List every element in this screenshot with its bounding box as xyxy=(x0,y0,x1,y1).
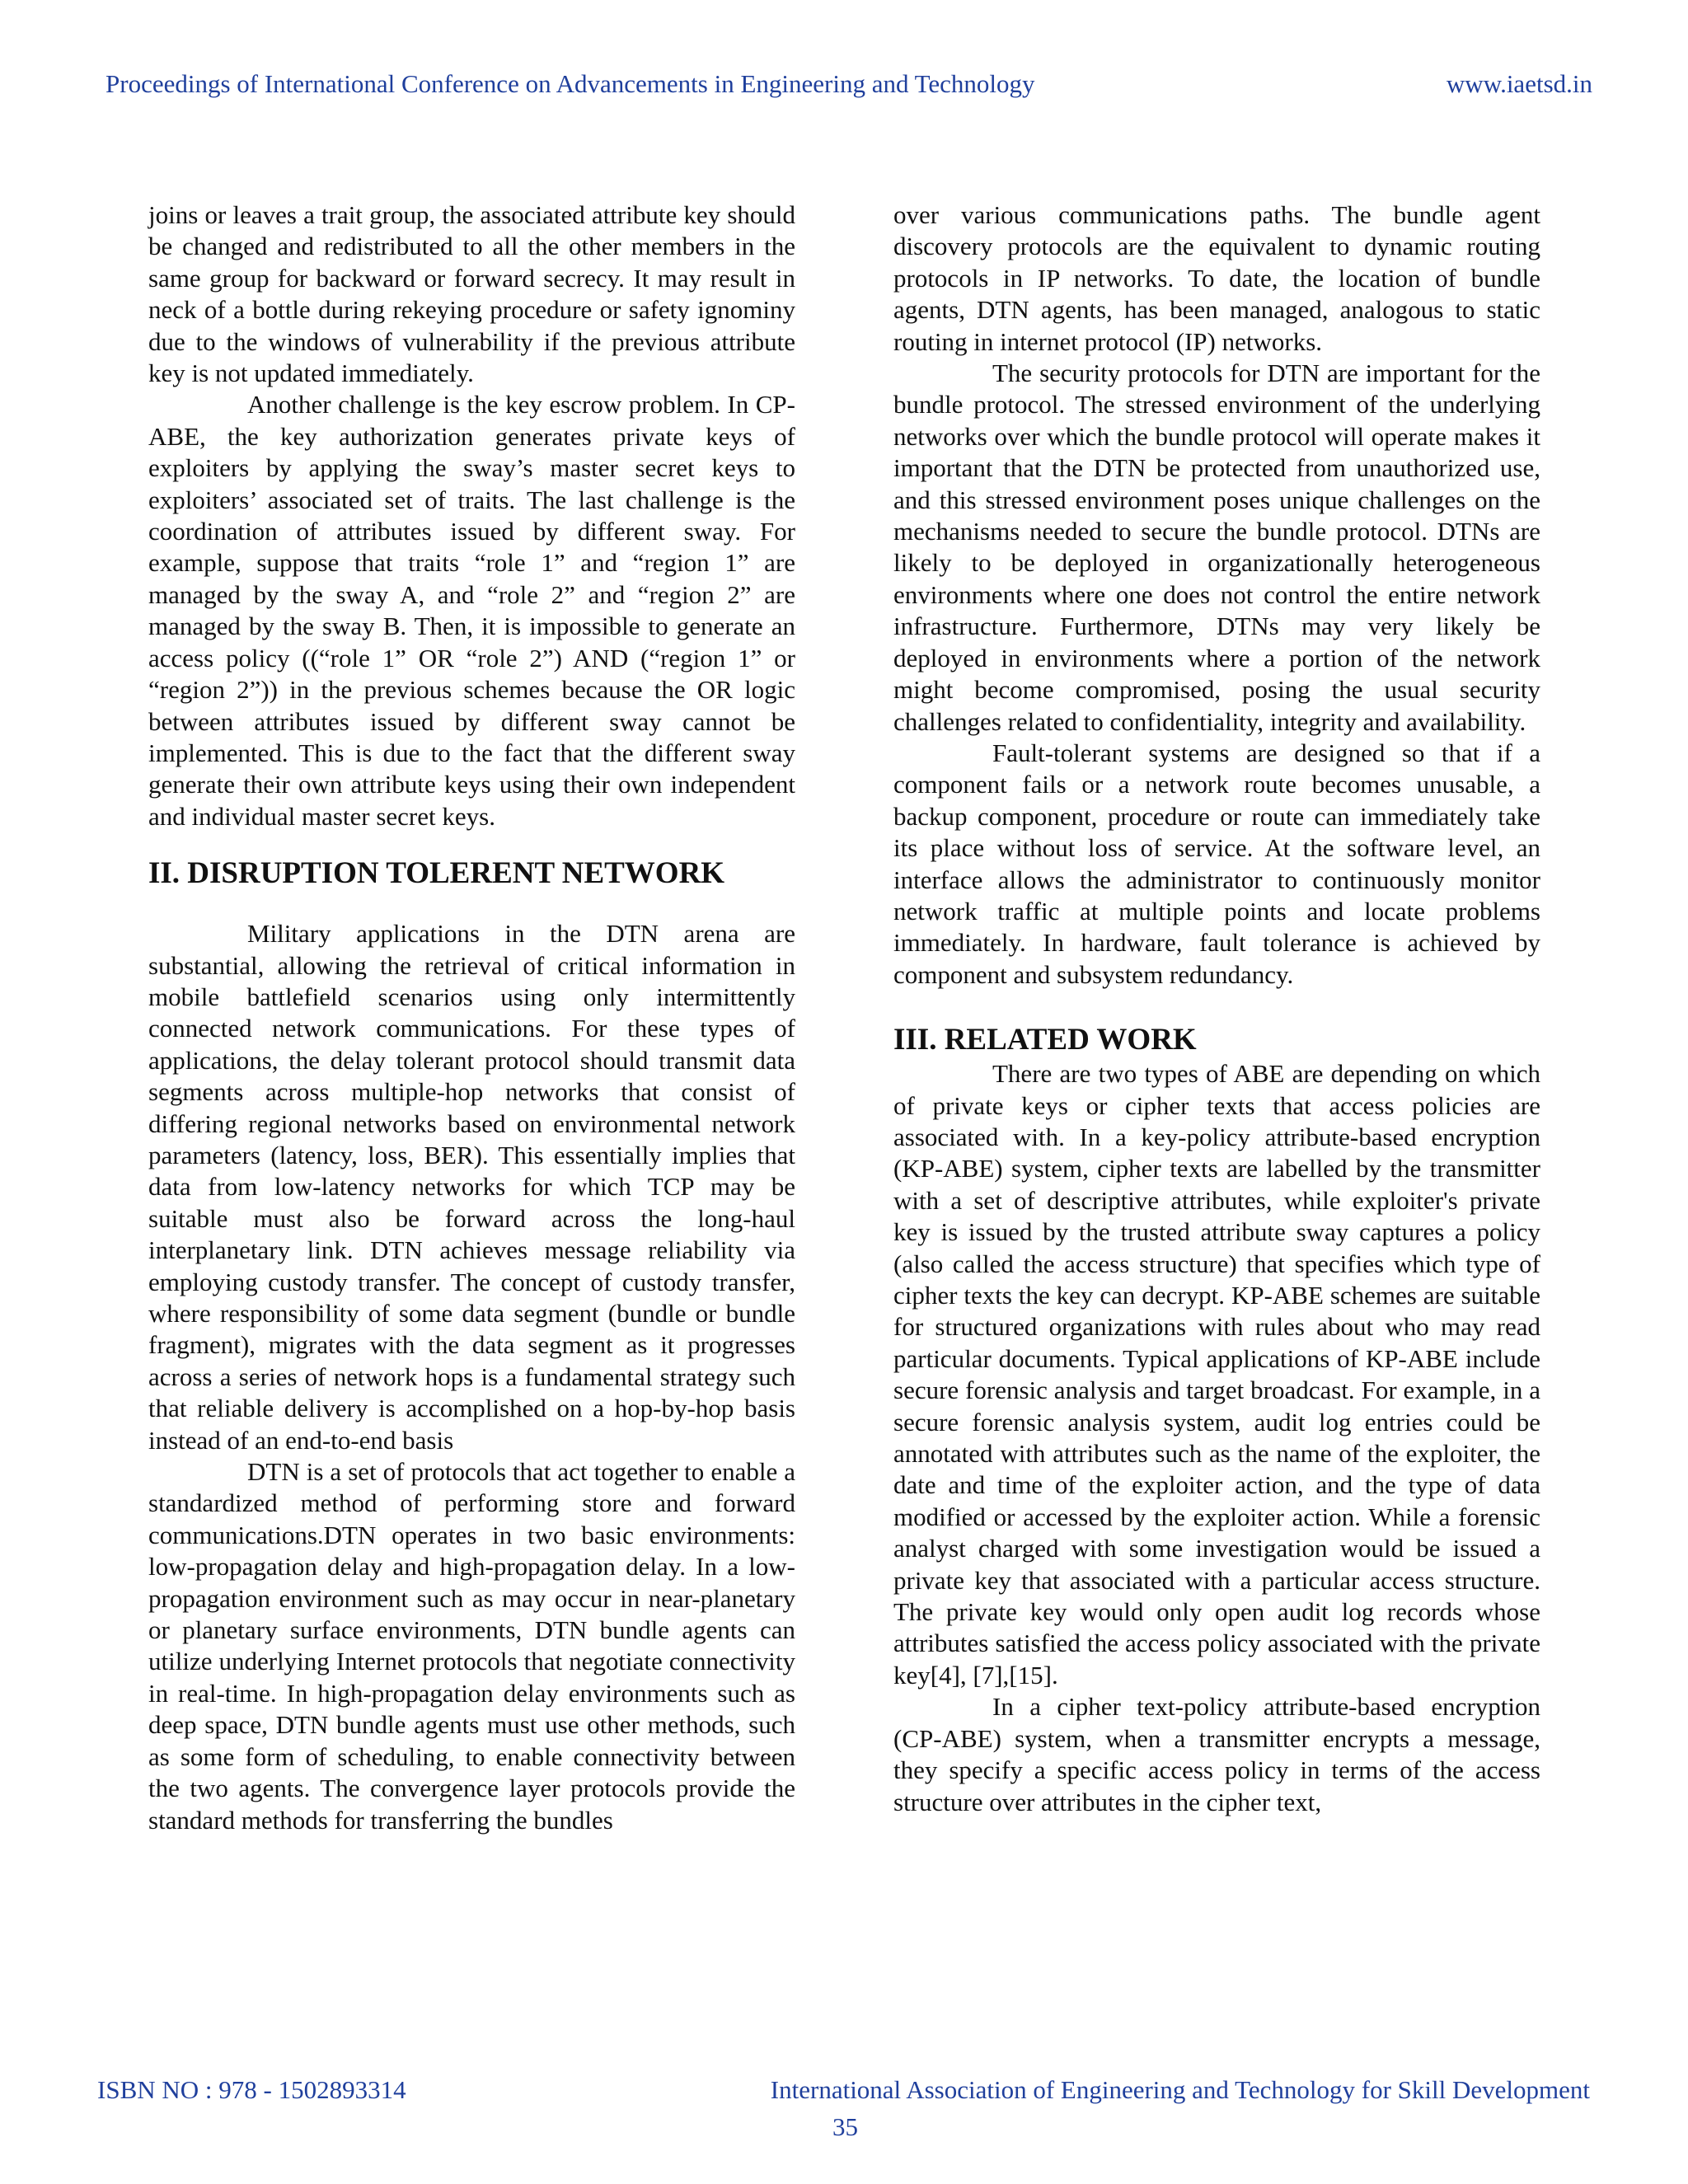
paragraph: joins or leaves a trait group, the associated attribute key should be changed and redistributed to all the other members in the same group for backward or forward secrecy. It may result in neck of a bottle during rekeying procedure or safety ignominy due to the windows of vulnerability if the previous attribute key is not updated immediately. xyxy=(148,200,795,388)
paragraph: In a cipher text-policy attribute-based encryption (CP-ABE) system, when a transmitter encrypts a message, they specify a specific access policy in terms of the access structure over attributes in the cipher text, xyxy=(893,1692,1540,1816)
page-number: 35 xyxy=(832,2112,858,2141)
paragraph: over various communications paths. The bundle agent discovery protocols are the equivalent to dynamic routing protocols in IP networks. To date, the location of bundle agents, DTN agents, has been managed, analogous to static routing in internet protocol (IP) networks. xyxy=(893,200,1540,356)
running-header-url: www.iaetsd.in xyxy=(1446,69,1592,98)
paragraph: There are two types of ABE are depending on which of private keys or cipher texts that access policies are associated with. In a key-policy attribute-based encryption (KP-ABE) system, cipher texts are labelled by the transmitter with a set of descriptive attributes, while exploiter's private key is issued by the trusted attribute sway captures a policy (also called the access structure) that specifies which type of cipher texts the key can decrypt. KP-ABE schemes are suitable for structured organizations with rules about who may read particular documents. Typical applications of KP-ABE include secure forensic analysis and target broadcast. For example, in a secure forensic analysis system, audit log entries could be annotated with attributes such as the name of the exploiter, the date and time of the exploiter action, and the type of data modified or accessed by the exploiter action. While a forensic analyst charged with some investigation would be issued a private key that associated with a particular access structure. The private key would only open audit log records whose attributes satisfied the access policy associated with the private key[4], [7],[15]. xyxy=(893,1059,1540,1690)
paragraph: Military applications in the DTN arena are substantial, allowing the retrieval of critical information in mobile battlefield scenarios using only intermittently connected network communications. For these types of applications, the delay tolerant protocol should transmit data segments across multiple-hop networks that consist of differing regional networks based on environmental network parameters (latency, loss, BER). This essentially implies that data from low-latency networks for which TCP may be suitable must also be forward across the long-haul interplanetary link. DTN achieves message reliability via employing custody transfer. The concept of custody transfer, where responsibility of some data segment (bundle or bundle fragment), migrates with the data segment as it progresses across a series of network hops is a fundamental strategy such that reliable delivery is accomplished on a hop-by-hop basis instead of an end-to-end basis xyxy=(148,919,795,1455)
section-heading: III. RELATED WORK xyxy=(893,1023,1197,1057)
footer-organization: International Association of Engineering and Technology for Skill Development xyxy=(770,2075,1590,2104)
paragraph: DTN is a set of protocols that act together to enable a standardized method of performing store and forward communications.DTN operates in two basic environments: low-propagation delay and high-propagation delay. In a low-propagation environment such as may occur in near-planetary or planetary surface environments, DTN bundle agents can utilize underlying Internet protocols that negotiate connectivity in real-time. In high-propagation delay environments such as deep space, DTN bundle agents must use other methods, such as some form of scheduling, to enable connectivity between the two agents. The convergence layer protocols provide the standard methods for transferring the bundles xyxy=(148,1457,795,1835)
left-column xyxy=(148,199,795,1836)
section-heading: II. DISRUPTION TOLERENT NETWORK xyxy=(148,856,725,891)
running-header-title: Proceedings of International Conference on Advancements in Engineering and Technology xyxy=(106,69,1035,98)
paragraph: The security protocols for DTN are important for the bundle protocol. The stressed environment of the underlying networks over which the bundle protocol will operate makes it important that the DTN be protected from unauthorized use, and this stressed environment poses unique challenges on the mechanisms needed to secure the bundle protocol. DTNs are likely to be deployed in organizationally heterogeneous environments where one does not control the entire network infrastructure. Furthermore, DTNs may very likely be deployed in environments where a portion of the network might become compromised, posing the usual security challenges related to confidentiality, integrity and availability. xyxy=(893,359,1540,736)
paragraph: Fault-tolerant systems are designed so that if a component fails or a network route becomes unusable, a backup component, procedure or route can immediately take its place without loss of service. At the software level, an interface allows the administrator to continuously monitor network traffic at multiple points and locate problems immediately. In hardware, fault tolerance is achieved by component and subsystem redundancy. xyxy=(893,738,1540,989)
footer-isbn: ISBN NO : 978 - 1502893314 xyxy=(97,2075,406,2104)
right-column xyxy=(893,199,1540,1818)
paragraph: Another challenge is the key escrow problem. In CP-ABE, the key authorization generates private keys of exploiters by applying the sway’s master secret keys to exploiters’ associated set of traits. The last challenge is the coordination of attributes issued by different sway. For example, suppose that traits “role 1” and “region 1” are managed by the sway A, and “role 2” and “region 2” are managed by the sway B. Then, it is impossible to generate an access policy ((“role 1” OR “role 2”) AND (“region 1” or “region 2”)) in the previous schemes because the OR logic between attributes issued by different sway cannot be implemented. This is due to the fact that the different sway generate their own attribute keys using their own independent and individual master secret keys. xyxy=(148,390,795,831)
